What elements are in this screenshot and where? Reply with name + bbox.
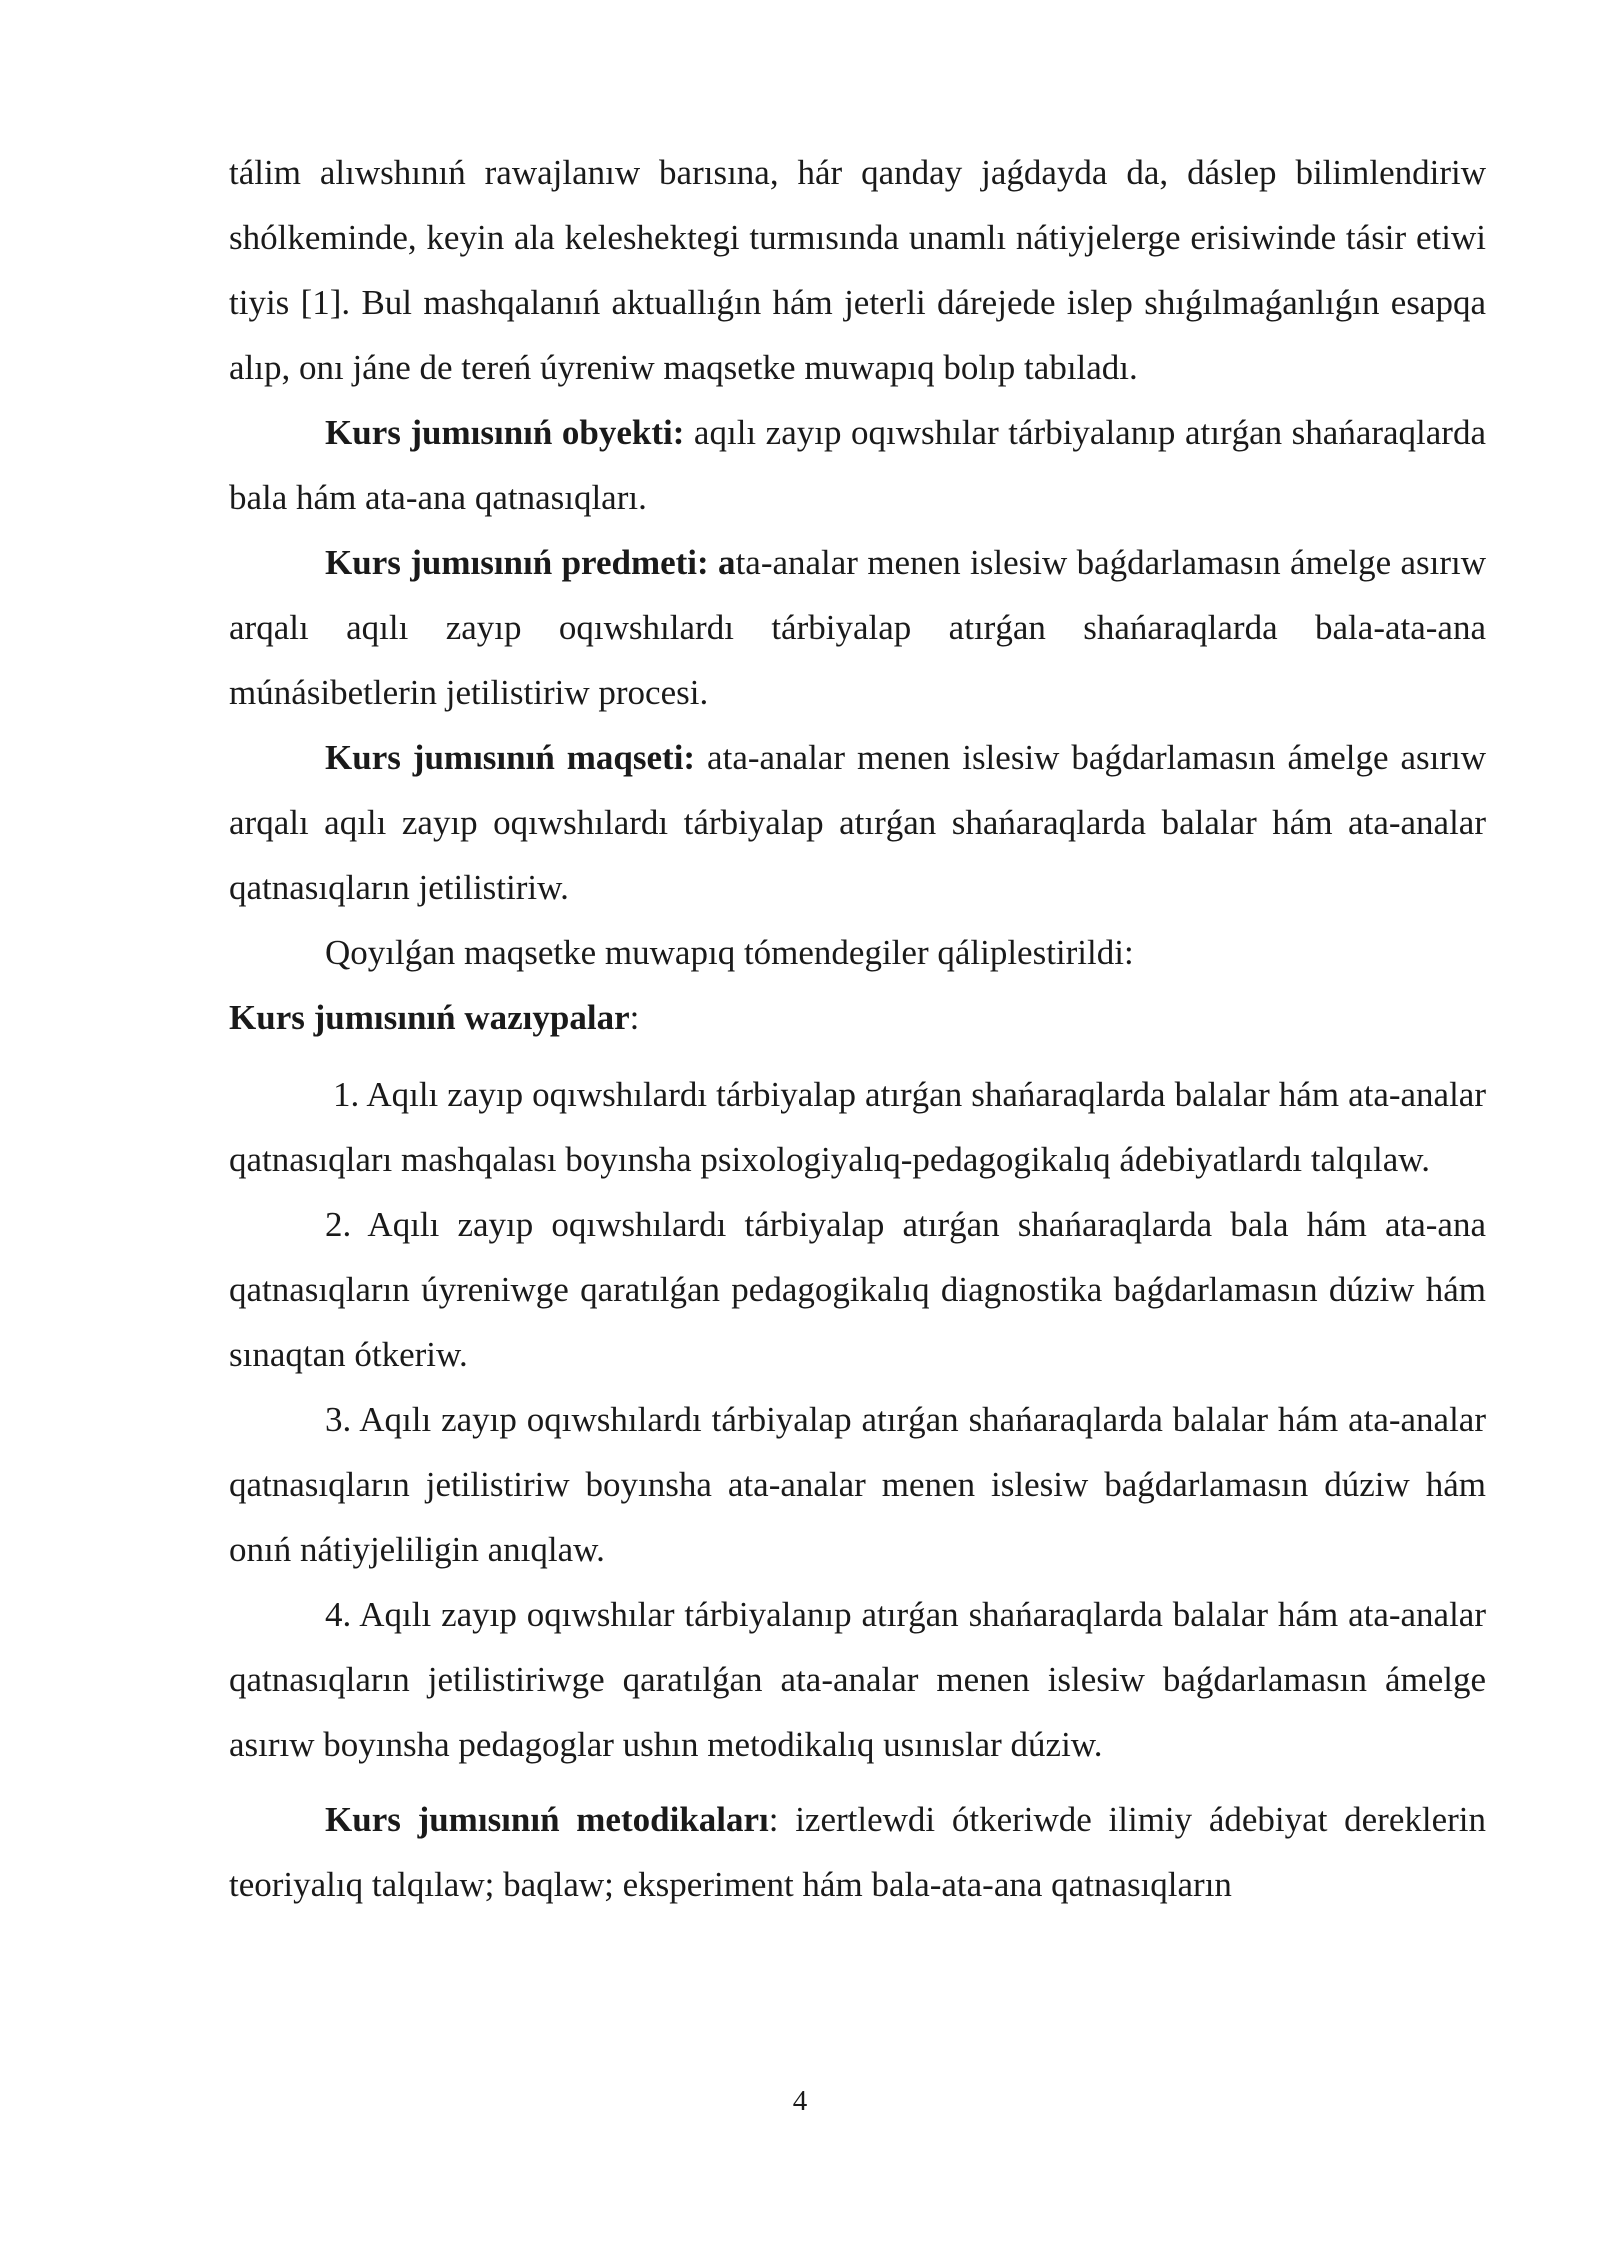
methods-label: Kurs jumısınıń metodikaları [325, 1800, 769, 1839]
tasks-heading [229, 985, 1486, 1050]
methods-text: : izertlewdi ótkeriwde ilimiy ádebiyat dereklerin teoriyalıq talqılaw; baqlaw; eksperiment hám bala-ata-ana qatnasıqların [229, 1800, 1486, 1904]
goal-label: Kurs jumısınıń maqseti: [325, 738, 696, 777]
subject-text: ta-analar menen islesiw baǵdarlamasın ámelge asırıw arqalı aqılı zayıp oqıwshılardı tárbiyalap atırǵan shańaraqlarda bala-ata-ana múnásibetlerin jetilistiriw procesi. [229, 543, 1487, 712]
intro-paragraph: tálim alıwshınıń rawajlanıw barısına, hár qanday jaǵdayda da, dáslep bilimlendiriw shólkeminde, keyin ala keleshektegi turmısında unamlı nátiyjelerge erisiwinde tásir etiwi tiyis [1]. Bul mashqalanıń aktuallıǵın hám jeterli dárejede islep shıǵılmaǵanlıǵın esapqa alıp, onı jáne de tereń úyreniw maqsetke muwapıq bolıp tabıladı. [229, 153, 1486, 387]
task-item-2: 2. Aqılı zayıp oqıwshılardı tárbiyalap atırǵan shańaraqlarda bala hám ata-ana qatnasıqların úyreniwge qaratılǵan pedagogikalıq diagnostika baǵdarlamasın dúziw hám sınaqtan ótkeriw. [229, 1205, 1486, 1374]
subject-paragraph [229, 530, 1486, 725]
task-item-4: 4. Aqılı zayıp oqıwshılar tárbiyalanıp atırǵan shańaraqlarda balalar hám ata-analar qatnasıqların jetilistiriwge qaratılǵan ata-analar menen islesiw baǵdarlamasın ámelge asırıw boyınsha pedagoglar ushın metodikalıq usınıslar dúziw. [229, 1595, 1486, 1764]
goal-text: ata-analar menen islesiw baǵdarlamasın ámelge asırıw arqalı aqılı zayıp oqıwshılardı tárbiyalap atırǵan shańaraqlarda balalar hám ata-analar qatnasıqların jetilistiriw. [229, 738, 1487, 907]
goal-paragraph [229, 725, 1486, 920]
object-paragraph [229, 400, 1486, 530]
task-item-1: 1. Aqılı zayıp oqıwshılardı tárbiyalap atırǵan shańaraqlarda balalar hám ata-analar qatnasıqları mashqalası boyınsha psixologiyalıq-pedagogikalıq ádebiyatlardı talqılaw. [229, 1075, 1486, 1179]
task-item-3: 3. Aqılı zayıp oqıwshılardı tárbiyalap atırǵan shańaraqlarda balalar hám ata-analar qatnasıqların jetilistiriw boyınsha ata-analar menen islesiw baǵdarlamasın dúziw hám onıń nátiyjeliligin anıqlaw. [229, 1400, 1486, 1569]
page-number: 4 [792, 2085, 808, 2117]
subject-label: Kurs jumısınıń predmeti: a [325, 543, 736, 582]
methods-paragraph [229, 1787, 1486, 1917]
tasks-label: Kurs jumısınıń wazıypalar [229, 998, 630, 1037]
tasks-colon: : [629, 998, 640, 1037]
document-page [229, 140, 1486, 1917]
formulated-paragraph: Qoyılǵan maqsetke muwapıq tómendegiler qáliplestirildi: [325, 933, 1134, 972]
object-label: Kurs jumısınıń obyekti: [325, 413, 685, 452]
object-text: aqılı zayıp oqıwshılar tárbiyalanıp atırǵan shańaraqlarda bala hám ata-ana qatnasıqları. [229, 413, 1486, 517]
